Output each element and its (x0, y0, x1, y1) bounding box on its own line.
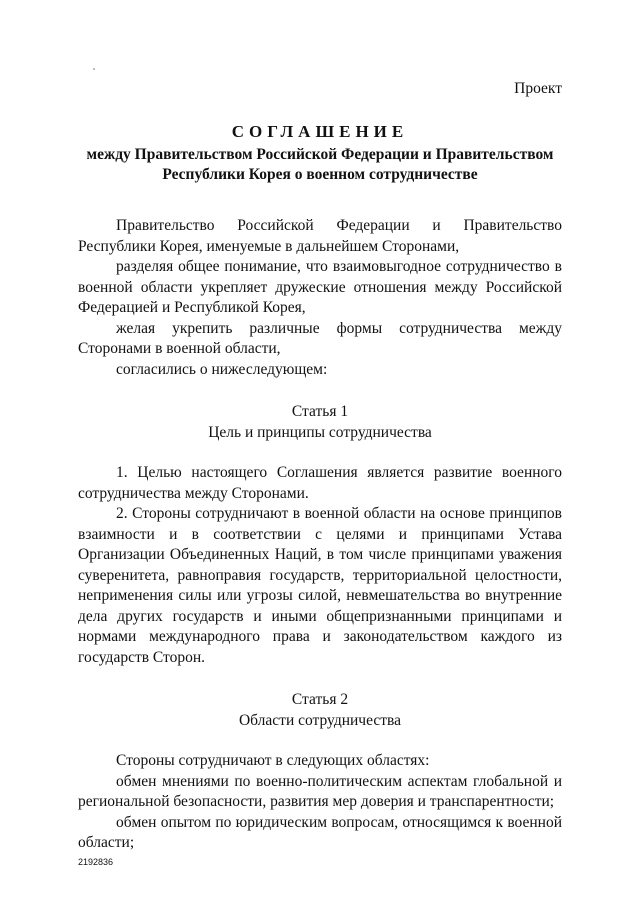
preamble-paragraph: разделяя общее понимание, что взаимовыгодное сотрудничество в военной области укрепляет дружеские отношения между Российской Федерацией и Республикой Корея, (78, 258, 562, 316)
article-paragraph: Стороны сотрудничают в следующих областях: (116, 752, 430, 769)
article-paragraph: 2. Стороны сотрудничают в военной области на основе принципов взаимности и в соответствии с целями и принципами Устава Организации Объединенных Наций, в том числе принципами уважения суверенитета, равноправия государств, территориальной целостности, неприменения силы или угрозы силой, невмешательства во внутренние дела других государств и иными общепризнанными принципами и нормами международного права и законодательством каждого из государств Сторон. (78, 505, 562, 666)
article-paragraph: обмен мнениями по военно-политическим аспектам глобальной и региональной безопасности, развития мер доверия и транспарентности; (78, 772, 562, 810)
article-paragraph: 1. Целью настоящего Соглашения является развитие военного сотрудничества между Сторонами. (78, 464, 562, 502)
preamble-paragraph: Правительство Российской Федерации и Правительство Республики Корея, именуемые в дальнейшем Сторонами, (78, 217, 562, 255)
preamble-paragraph: желая укрепить различные формы сотрудничества между Сторонами в военной области, (78, 319, 562, 357)
scan-speck (93, 68, 95, 70)
article-heading: Области сотрудничества (238, 711, 402, 729)
article-heading: Цель и принципы сотрудничества (208, 423, 432, 441)
document-title: СОГЛАШЕНИЕ (231, 122, 409, 141)
document-subtitle: между Правительством Российской Федерации и Правительством Республики Корея о военном сотрудничестве (86, 146, 554, 183)
preamble-paragraph: согласились о нижеследующем: (116, 360, 328, 378)
draft-label: Проект (514, 80, 562, 97)
document-number: 2192836 (78, 857, 114, 867)
document-body (78, 216, 562, 854)
article-number: Статья 2 (291, 691, 349, 708)
article-paragraph: обмен опытом по юридическим вопросам, относящимся к военной области; (78, 813, 562, 851)
article-number: Статья 1 (291, 403, 349, 420)
